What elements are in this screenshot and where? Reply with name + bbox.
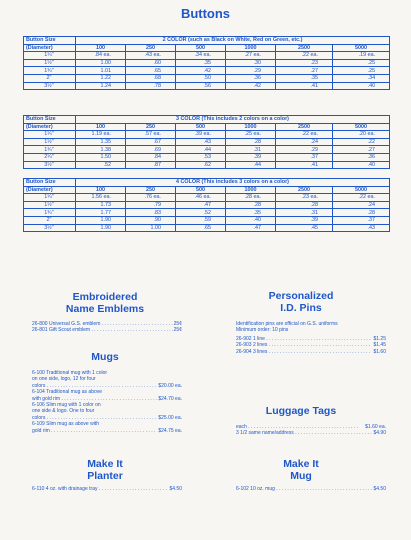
mug-kit-title: Make It Mug (283, 458, 319, 482)
price-cell: .23 ea. (276, 194, 333, 202)
price-cell: .42 (176, 67, 226, 75)
item-desc: with gold rim . . . (32, 396, 157, 402)
pins-intro (236, 321, 386, 334)
price-cell: 1.00 (126, 224, 176, 232)
price-cell: .24 (276, 138, 333, 146)
table-qty-row (24, 186, 390, 194)
table-row (24, 146, 390, 154)
button-size: 3½" (24, 161, 76, 169)
price-line (236, 486, 386, 492)
item-price: $4.50 (169, 486, 182, 492)
price-cell: .30 (226, 59, 276, 67)
price-cell: .19 ea. (333, 52, 390, 60)
price-cell: .47 (226, 224, 276, 232)
table-row (24, 194, 390, 202)
price-cell: .43 (333, 224, 390, 232)
price-cell: .44 (226, 161, 276, 169)
item-price: $24.75 ea. (158, 427, 182, 434)
qty-header: 500 (176, 44, 226, 52)
table-header-row (24, 116, 390, 124)
button-size: 2" (24, 216, 76, 224)
table-qty-row (24, 44, 390, 52)
mug-desc-line: 6-104 Traditional mug as above (32, 389, 103, 396)
price-cell: .60 (126, 59, 176, 67)
diameter-label: (Diameter) (24, 186, 76, 194)
button-size: 3½" (24, 82, 76, 90)
price-cell: .23 (276, 59, 333, 67)
table-row (24, 52, 390, 60)
pins-intro-line: Identification pins are official on G.S. uniforms (236, 321, 338, 327)
price-cell: .47 (176, 201, 226, 209)
price-cell: .22 ea. (333, 194, 390, 202)
item-desc: 26-801 Gift Scout emblem . . . (32, 327, 173, 333)
price-cell: .76 ea. (126, 194, 176, 202)
price-cell: .22 ea. (276, 52, 333, 60)
price-cell: .39 (276, 216, 333, 224)
price-line (32, 428, 182, 434)
button-size: 2" (24, 74, 76, 82)
price-cell: .27 (276, 67, 333, 75)
mugs-title: Mugs (91, 351, 119, 363)
qty-header: 1000 (226, 123, 276, 131)
diameter-label: (Diameter) (24, 44, 76, 52)
price-table-3-color (23, 115, 390, 169)
item-desc: 26-902 1 line . . . (236, 336, 372, 342)
size-label: Button Size (24, 116, 76, 124)
item-desc: 6-110 4 oz. with drainage tray . . . (32, 486, 168, 492)
price-cell: .34 (333, 74, 390, 82)
price-cell: 1.19 ea. (76, 131, 126, 139)
button-size: 1¾" (24, 146, 76, 154)
button-size: 2¼" (24, 153, 76, 161)
price-cell: .36 (333, 153, 390, 161)
item-desc: 3 1/2 same name/address . . . (236, 430, 372, 436)
price-cell: .56 (176, 82, 226, 90)
qty-header: 500 (176, 186, 226, 194)
price-cell: .57 ea. (126, 131, 176, 139)
button-size: 3½" (24, 224, 76, 232)
button-size: 1¼" (24, 194, 76, 202)
price-cell: 1.73 (76, 201, 126, 209)
table-qty-row (24, 123, 390, 131)
price-cell: .22 ea. (276, 131, 333, 139)
mugs-list (32, 370, 182, 434)
price-cell: .79 (126, 201, 176, 209)
price-cell: .37 (276, 153, 333, 161)
item-desc: 26-800 Universal G.S. emblem . . . (32, 321, 173, 327)
price-cell: .28 (276, 201, 333, 209)
qty-header: 100 (76, 123, 126, 131)
price-cell: .41 (276, 161, 333, 169)
item-desc: 26-904 3 lines . . . (236, 349, 372, 355)
table-row (24, 138, 390, 146)
price-cell: .67 (126, 138, 176, 146)
qty-header: 500 (176, 123, 226, 131)
price-cell: .83 (126, 209, 176, 217)
price-cell: .28 (226, 138, 276, 146)
mug-desc-line: on one side, logo, 12 for four (32, 376, 96, 383)
item-price: $1.25 (373, 336, 386, 342)
qty-header: 2500 (276, 44, 333, 52)
item-desc: each . . . (236, 424, 364, 430)
price-cell: .41 (276, 82, 333, 90)
button-size: 1½" (24, 201, 76, 209)
item-price: $1.60 (373, 348, 386, 355)
table-row (24, 67, 390, 75)
price-cell: .52 (176, 209, 226, 217)
price-cell: .20 ea. (333, 131, 390, 139)
price-cell: .28 ea. (226, 194, 276, 202)
price-cell: .45 (276, 224, 333, 232)
price-line (32, 486, 182, 492)
price-cell: .25 (333, 67, 390, 75)
mug-item (32, 389, 182, 402)
qty-header: 2500 (276, 123, 333, 131)
button-size: 1¾" (24, 209, 76, 217)
price-cell: .40 (333, 161, 390, 169)
pins-intro-line: Minimum order: 10 pins (236, 327, 289, 334)
item-price: $1.45 (373, 342, 386, 349)
button-size: 1¾" (24, 67, 76, 75)
price-cell: 1.01 (76, 67, 126, 75)
button-size: 1¼" (24, 52, 76, 60)
price-cell: .39 ea. (176, 131, 226, 139)
price-cell: .69 (126, 146, 176, 154)
price-cell: .53 (176, 153, 226, 161)
price-cell: 1.22 (76, 74, 126, 82)
qty-header: 1000 (226, 186, 276, 194)
price-cell: 1.90 (76, 224, 126, 232)
qty-header: 5000 (333, 44, 390, 52)
item-price: $24.70 ea. (158, 395, 182, 402)
qty-header: 5000 (333, 123, 390, 131)
table-row (24, 201, 390, 209)
price-line (32, 327, 182, 333)
mug-item (32, 402, 182, 421)
table-row (24, 131, 390, 139)
price-cell: .90 (126, 216, 176, 224)
price-cell: .37 (333, 216, 390, 224)
price-cell: .27 ea. (226, 52, 276, 60)
price-cell: .84 ea. (76, 52, 126, 60)
table-row (24, 209, 390, 217)
table-row (24, 59, 390, 67)
pins-list (236, 336, 386, 355)
planter-title: Make It Planter (87, 458, 123, 482)
price-cell: .27 (333, 146, 390, 154)
item-desc: colors . . . (32, 415, 157, 421)
page-title: Buttons (180, 6, 231, 21)
emblems-list (32, 321, 182, 334)
item-desc: gold rim . . . (32, 428, 157, 434)
item-price: $20.00 ea. (158, 382, 182, 389)
color-heading: 2 COLOR (such as Black on White, Red on Green, etc.) (76, 37, 390, 45)
mug-desc-line: 6-109 Slim mug as above with (32, 421, 99, 428)
table-header-row (24, 179, 390, 187)
price-cell: .59 (176, 216, 226, 224)
price-cell: .40 (333, 82, 390, 90)
size-label: Button Size (24, 179, 76, 187)
price-cell: 1.24 (76, 82, 126, 90)
price-cell: .35 (226, 209, 276, 217)
item-desc: 6-102 10 oz. mug . . . (236, 486, 372, 492)
price-cell: 1.50 (76, 153, 126, 161)
price-line (236, 349, 386, 355)
qty-header: 250 (126, 44, 176, 52)
price-cell: 1.77 (76, 209, 126, 217)
table-row (24, 74, 390, 82)
price-cell: .35 (276, 74, 333, 82)
price-table-4-color (23, 178, 390, 232)
table-row (24, 216, 390, 224)
color-heading: 3 COLOR (This includes 2 colors on a color) (76, 116, 390, 124)
price-cell: .36 (226, 74, 276, 82)
qty-header: 1000 (226, 44, 276, 52)
item-price: $4.90 (373, 430, 386, 437)
price-cell: .24 (333, 201, 390, 209)
price-cell: .22 (333, 138, 390, 146)
mug-item (32, 370, 182, 389)
table-row (24, 82, 390, 90)
qty-header: 100 (76, 186, 126, 194)
mug-desc-line: one side & logo. One to four (32, 408, 95, 415)
mug-desc-line: 6-106 Slim mug with 1 color on (32, 402, 101, 409)
button-size: 1¼" (24, 131, 76, 139)
price-cell: .42 (226, 82, 276, 90)
price-cell: .78 (126, 82, 176, 90)
price-cell: .40 (226, 216, 276, 224)
price-cell: .31 (226, 146, 276, 154)
price-cell: .35 (176, 59, 226, 67)
item-desc: 26-903 2 lines . . . (236, 342, 372, 348)
planter-list (32, 486, 182, 492)
price-table-2-color (23, 36, 390, 90)
qty-header: 100 (76, 44, 126, 52)
item-price: 25¢ (173, 327, 182, 334)
item-price: 25¢ (173, 321, 182, 327)
price-cell: 1.35 (76, 138, 126, 146)
price-cell: .65 (126, 67, 176, 75)
item-price: $1.60 ea. (365, 424, 386, 430)
price-cell: 1.56 ea. (76, 194, 126, 202)
price-cell: .28 (333, 209, 390, 217)
price-cell: .44 (176, 146, 226, 154)
price-cell: .28 (226, 201, 276, 209)
table-row (24, 224, 390, 232)
color-heading: 4 COLOR (This includes 3 colors on a color) (76, 179, 390, 187)
mug-kit-list (236, 486, 386, 492)
qty-header: 2500 (276, 186, 333, 194)
price-cell: .39 (226, 153, 276, 161)
diameter-label: (Diameter) (24, 123, 76, 131)
luggage-list (236, 424, 386, 437)
item-price: $25.00 ea. (158, 414, 182, 421)
table-header-row (24, 37, 390, 45)
emblems-title: Embroidered Name Emblems (65, 291, 145, 315)
qty-header: 250 (126, 123, 176, 131)
price-cell: .84 (126, 153, 176, 161)
pins-title: Personalized I.D. Pins (268, 290, 334, 314)
price-cell: .50 (176, 74, 226, 82)
button-size: 1½" (24, 59, 76, 67)
item-price: $4.50 (373, 486, 386, 492)
price-cell: .29 (226, 67, 276, 75)
qty-header: 5000 (333, 186, 390, 194)
item-desc: colors . . . (32, 383, 157, 389)
price-cell: .62 (176, 161, 226, 169)
mug-desc-line: 6-100 Traditional mug with 1 color (32, 370, 108, 376)
table-row (24, 153, 390, 161)
price-cell: 1.00 (76, 59, 126, 67)
price-cell: .52 (76, 161, 126, 169)
price-line (236, 430, 386, 436)
price-cell: .87 (126, 161, 176, 169)
price-cell: .68 (126, 74, 176, 82)
price-cell: .43 ea. (126, 52, 176, 60)
size-label: Button Size (24, 37, 76, 45)
table-row (24, 161, 390, 169)
qty-header: 250 (126, 186, 176, 194)
price-cell: .65 (176, 224, 226, 232)
luggage-title: Luggage Tags (265, 405, 337, 417)
price-cell: 1.90 (76, 216, 126, 224)
price-cell: .25 (333, 59, 390, 67)
price-cell: .29 (276, 146, 333, 154)
price-cell: .46 ea. (176, 194, 226, 202)
price-cell: 1.38 (76, 146, 126, 154)
price-cell: .31 (276, 209, 333, 217)
price-cell: .43 (176, 138, 226, 146)
price-cell: .34 ea. (176, 52, 226, 60)
price-cell: .25 ea. (226, 131, 276, 139)
button-size: 1½" (24, 138, 76, 146)
mug-item (32, 421, 182, 434)
